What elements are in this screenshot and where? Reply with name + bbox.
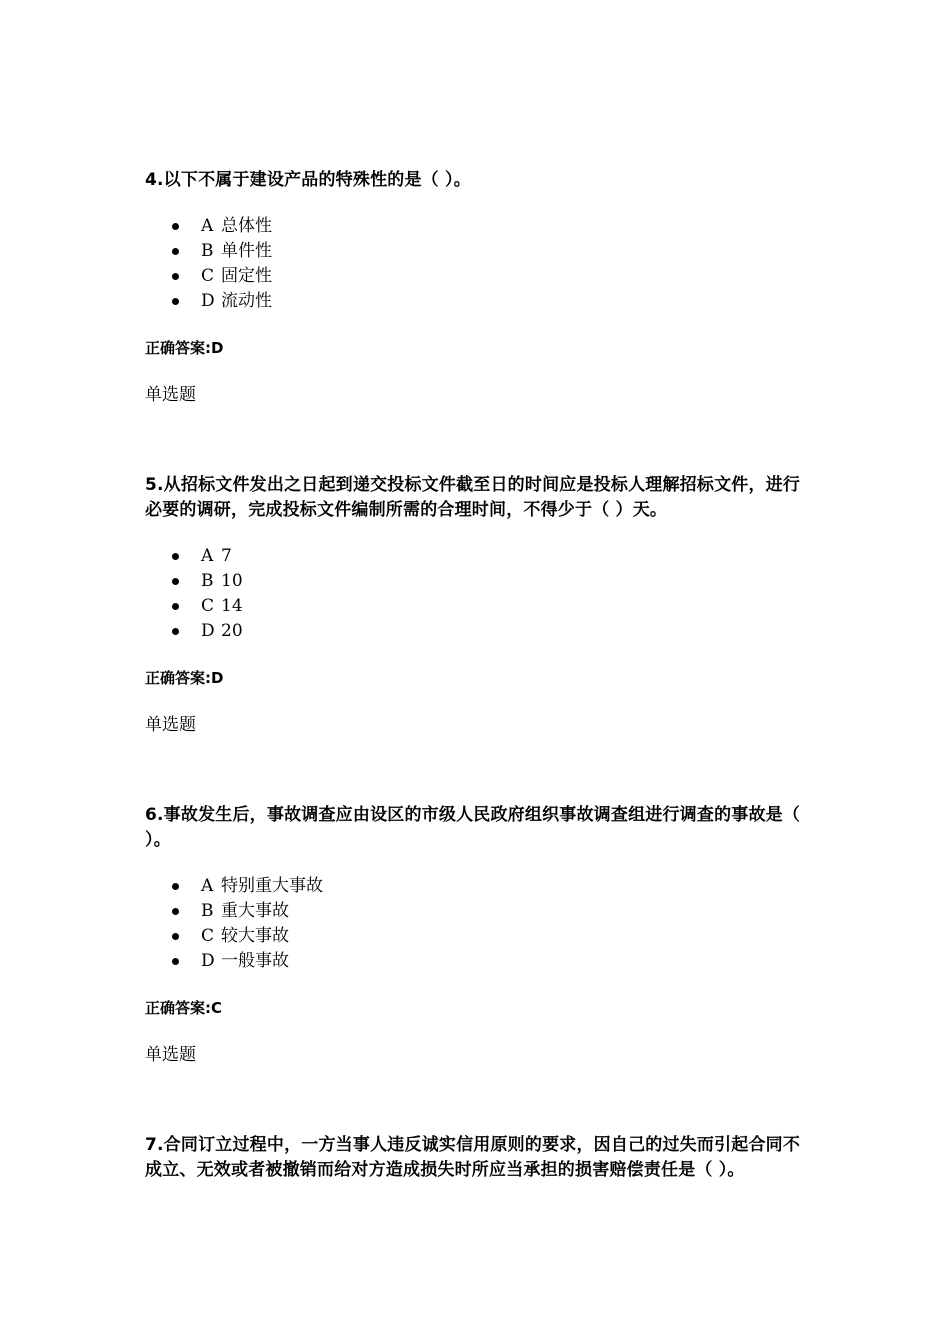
bullet-icon xyxy=(172,578,179,585)
bullet-icon xyxy=(172,908,179,915)
bullet-icon xyxy=(172,933,179,940)
bullet-icon xyxy=(172,273,179,280)
question-7 xyxy=(145,1133,810,1213)
option-a: A 总体性 xyxy=(172,214,272,239)
option-d: D 20 xyxy=(172,619,243,644)
question-text: 4.以下不属于建设产品的特殊性的是（ ）。 xyxy=(145,170,471,190)
option-c: C 较大事故 xyxy=(172,924,323,949)
bullet-icon xyxy=(172,298,179,305)
question-5 xyxy=(145,473,810,738)
question-4 xyxy=(145,168,810,408)
bullet-icon xyxy=(172,958,179,965)
option-a: A 特别重大事故 xyxy=(172,874,323,899)
option-d: D 一般事故 xyxy=(172,949,323,974)
bullet-icon xyxy=(172,603,179,610)
option-c: C 固定性 xyxy=(172,264,272,289)
question-text: 5.从招标文件发出之日起到递交投标文件截至日的时间应是投标人理解招标文件，进行必要的调研，完成投标文件编制所需的合理时间，不得少于（ ）天。 xyxy=(145,475,801,520)
bullet-icon xyxy=(172,628,179,635)
question-text: 6.事故发生后，事故调查应由设区的市级人民政府组织事故调查组进行调查的事故是（ ）。 xyxy=(145,805,801,850)
question-text: 7.合同订立过程中，一方当事人违反诚实信用原则的要求，因自己的过失而引起合同不成立、无效或者被撤销而给对方造成损失时所应当承担的损害赔偿责任是（ ）。 xyxy=(145,1135,801,1180)
option-a: A 7 xyxy=(172,544,243,569)
question-type: 单选题 xyxy=(145,385,196,405)
question-type: 单选题 xyxy=(145,1045,196,1065)
correct-answer: 正确答案:D xyxy=(145,339,224,357)
option-list xyxy=(172,214,272,314)
option-list xyxy=(172,874,323,974)
question-6 xyxy=(145,803,810,1068)
option-d: D 流动性 xyxy=(172,289,272,314)
bullet-icon xyxy=(172,553,179,560)
option-list xyxy=(172,544,243,644)
question-type: 单选题 xyxy=(145,715,196,735)
bullet-icon xyxy=(172,883,179,890)
option-b: B 重大事故 xyxy=(172,899,323,924)
option-b: B 单件性 xyxy=(172,239,272,264)
bullet-icon xyxy=(172,223,179,230)
correct-answer: 正确答案:C xyxy=(145,999,223,1017)
option-c: C 14 xyxy=(172,594,243,619)
option-b: B 10 xyxy=(172,569,243,594)
bullet-icon xyxy=(172,248,179,255)
correct-answer: 正确答案:D xyxy=(145,669,224,687)
